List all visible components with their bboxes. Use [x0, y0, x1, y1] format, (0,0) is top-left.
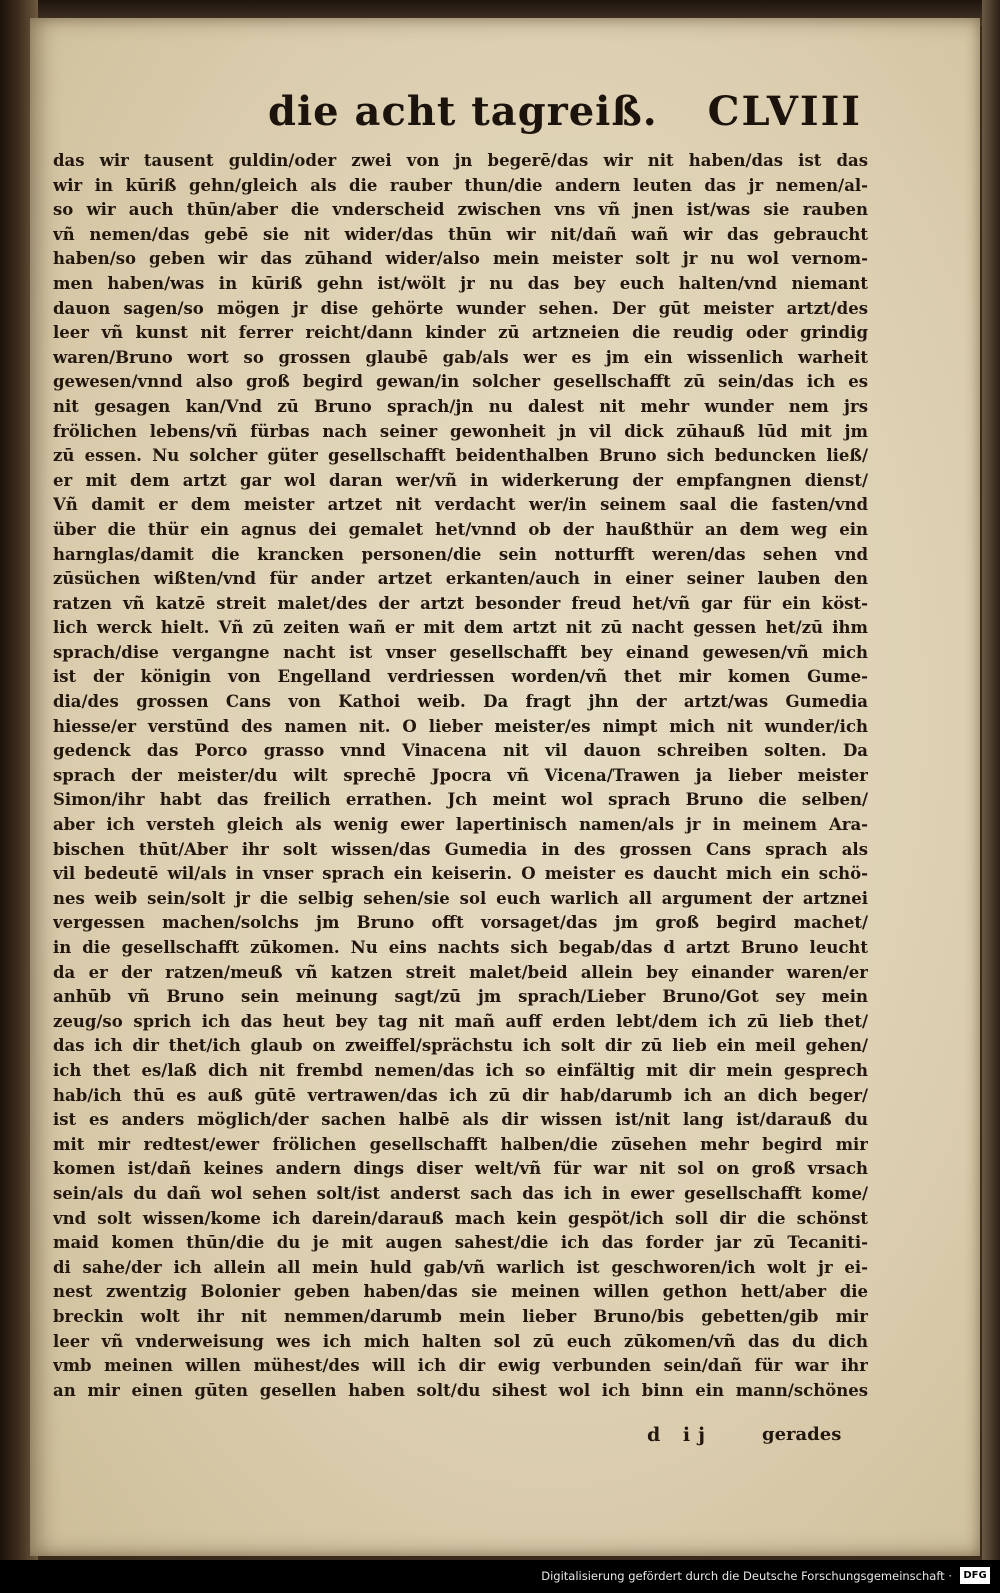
text-line: an mir einen gūten gesellen haben solt/du sihest wol ich binn ein mann/schönes	[53, 1380, 868, 1400]
text-line: leer vñ vnderweisung wes ich mich halten sol zū euch zūkomen/vñ das du dich	[53, 1331, 868, 1351]
text-line: das ich dir thet/ich glaub on zweiffel/sprächstu ich solt dir zū lieb ein meil gehen/	[53, 1036, 868, 1056]
text-line: ratzen vñ katzē streit malet/des der artzt besonder freud het/vñ gar für ein köst-	[53, 593, 868, 613]
text-line: über die thür ein agnus dei gemalet het/vnnd ob der haußthür an dem weg ein	[53, 519, 868, 539]
folio-number: CLVIII	[707, 88, 862, 135]
catchword: gerades	[762, 1424, 842, 1445]
text-line: nit gesagen kan/Vnd zū Bruno sprach/jn nu dalest nit mehr wunder nem jrs	[53, 396, 868, 416]
text-line: zūsüchen wißten/vnd für ander artzet erkanten/auch in einer seiner lauben den	[53, 569, 868, 589]
text-line: aber ich versteh gleich als wenig ewer lapertinisch namen/als jr in meinem Ara-	[53, 815, 868, 835]
book-cover-right-edge	[982, 0, 1000, 1560]
text-line: da er der ratzen/meuß vñ katzen streit malet/beid allein bey einander waren/er	[53, 962, 868, 982]
text-line: dauon sagen/so mögen jr dise gehörte wunder sehen. Der gūt meister artzt/des	[53, 298, 868, 318]
text-line: lich werck hielt. Vñ zū zeiten wañ er mit dem artzt nit zū nacht gessen het/zū ihm	[53, 618, 868, 638]
running-title: die acht tagreiß.	[268, 88, 658, 135]
text-line: vmb meinen willen mühest/des will ich dir ewig verbunden sein/dañ für war ihr	[53, 1356, 868, 1376]
text-line: ich thet es/laß dich nit frembd nemen/das ich so einfältig mit dir mein gesprech	[53, 1060, 868, 1080]
text-line: gewesen/vnnd also groß begird gewan/in solcher gesellschafft zū sein/das ich es	[53, 372, 868, 392]
text-line: vnd solt wissen/kome ich darein/darauß mach kein gespöt/ich soll dir die schönst	[53, 1208, 868, 1228]
text-line: nes weib sein/solt jr die selbig sehen/sie sol euch warlich all argument der artznei	[53, 888, 868, 908]
text-line: sprach der meister/du wilt sprechē Jpocra vñ Vicena/Trawen ja lieber meister	[53, 765, 868, 785]
text-line: breckin wolt ihr nit nemmen/darumb mein lieber Bruno/bis gebetten/gib mir	[53, 1306, 868, 1326]
dfg-logo: DFG	[960, 1567, 990, 1584]
text-line: so wir auch thūn/aber die vnderscheid zwischen vns vñ jnen ist/was sie rauben	[53, 200, 868, 220]
text-line: hiesse/er verstūnd des namen nit. O lieber meister/es nimpt mich nit wunder/ich	[53, 716, 868, 736]
signature-mark: d ij	[647, 1424, 713, 1446]
text-line: men haben/was in kūriß gehn ist/wölt jr nu das bey euch halten/vnd niemant	[53, 273, 868, 293]
text-line: bischen thūt/Aber ihr solt wissen/das Gumedia in des grossen Cans sprach als	[53, 839, 868, 859]
text-line: wir in kūriß gehn/gleich als die rauber thun/die andern leuten das jr nemen/al-	[53, 175, 868, 195]
text-line: harnglas/damit die krancken personen/die sein notturfft weren/das sehen vnd	[53, 544, 868, 564]
text-line: mit mir redtest/ewer frölichen gesellschafft halben/die zūsehen mehr begird mir	[53, 1134, 868, 1154]
text-line: zeug/so sprich ich das heut bey tag nit mañ auff erden lebt/dem ich zū lieb thet/	[53, 1011, 868, 1031]
text-line: gedenck das Porco grasso vnnd Vinacena nit vil dauon schreiben solten. Da	[53, 741, 868, 761]
body-text	[53, 149, 868, 1403]
text-line: sprach/dise vergangne nacht ist vnser gesellschafft bey einand gewesen/vñ mich	[53, 642, 868, 662]
text-line: das wir tausent guldin/oder zwei von jn begerē/das wir nit haben/das ist das	[53, 151, 868, 170]
text-line: frölichen lebens/vñ fürbas nach seiner gewonheit jn vil dick zūhauß lūd mit jm	[53, 421, 868, 441]
page-footer	[30, 1424, 980, 1454]
text-line: zū essen. Nu solcher güter gesellschafft beidenthalben Bruno sich beduncken ließ/	[53, 446, 868, 466]
digitization-credit: Digitalisierung gefördert durch die Deutsche Forschungsgemeinschaft ·	[541, 1569, 952, 1583]
digitization-credit-bar	[0, 1560, 1000, 1593]
text-line: ist es anders möglich/der sachen halbē als dir wissen ist/nit lang ist/darauß du	[53, 1110, 868, 1130]
text-line: di sahe/der ich allein all mein huld gab/vñ warlich ist geschworen/ich wolt jr ei-	[53, 1257, 868, 1277]
text-line: waren/Bruno wort so grossen glaubē gab/als wer es jm ein wissenlich warheit	[53, 347, 868, 367]
text-line: Vñ damit er dem meister artzet nit verdacht wer/in seinem saal die fasten/vnd	[53, 495, 868, 515]
text-line: vñ nemen/das gebē sie nit wider/das thūn wir nit/dañ wañ wir das gebraucht	[53, 224, 868, 244]
text-line: in die gesellschafft zūkomen. Nu eins nachts sich begab/das d artzt Bruno leucht	[53, 938, 868, 957]
text-line: vergessen machen/solchs jm Bruno offt vorsaget/das jm groß begird machet/	[53, 913, 868, 933]
text-line: maid komen thūn/die du je mit augen sahest/die ich das forder jar zū Tecaniti-	[53, 1233, 868, 1253]
text-line: komen ist/dañ keines andern dings diser welt/vñ für war nit sol on groß vrsach	[53, 1159, 868, 1179]
text-line: vil bedeutē wil/als in vnser sprach ein keiserin. O meister es daucht mich ein schö-	[53, 864, 868, 884]
text-line: haben/so geben wir das zūhand wider/also mein meister solt jr nu wol vernom-	[53, 249, 868, 269]
text-line: hab/ich thū es auß gūtē vertrawen/das ich zū dir hab/darumb ich an dich beger/	[53, 1085, 868, 1105]
text-line: sein/als du dañ wol sehen solt/ist anderst sach das ich in ewer gesellschafft kome/	[53, 1183, 868, 1203]
text-line: leer vñ kunst nit ferrer reicht/dann kinder zū artzneien die reudig oder grindig	[53, 323, 868, 343]
page-header	[30, 88, 980, 158]
text-line: nest zwentzig Bolonier geben haben/das sie meinen willen gethon hett/aber die	[53, 1282, 868, 1302]
scanned-page	[30, 18, 980, 1556]
text-line: er mit dem artzt gar wol daran wer/vñ in widerkerung der empfangnen dienst/	[53, 470, 868, 490]
text-line: anhūb vñ Bruno sein meinung sagt/zū jm sprach/Lieber Bruno/Got sey mein	[53, 987, 868, 1007]
text-line: ist der königin von Engelland verdriessen worden/vñ thet mir komen Gume-	[53, 667, 868, 687]
text-line: Simon/ihr habt das freilich errathen. Jch meint wol sprach Bruno die selben/	[53, 790, 868, 810]
text-line: dia/des grossen Cans von Kathoi weib. Da fragt jhn der artzt/was Gumedia	[53, 692, 868, 712]
